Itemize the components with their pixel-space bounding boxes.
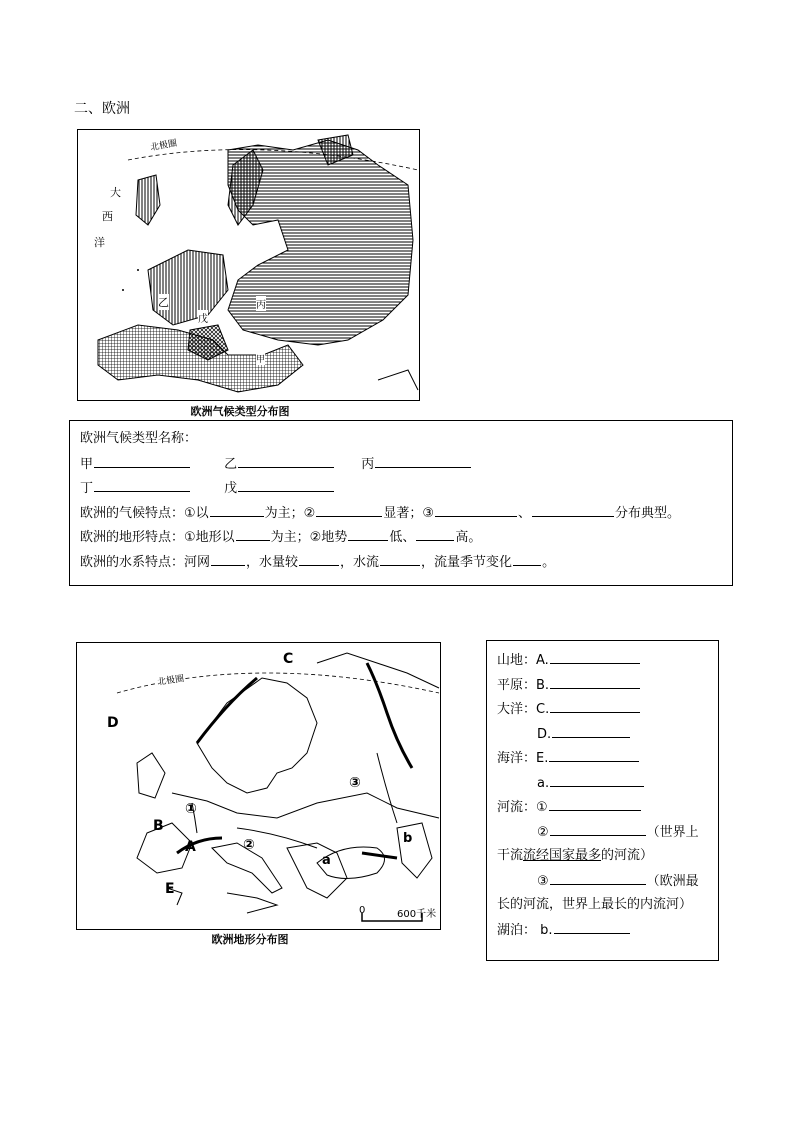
ocean-c-label: 大洋：C. — [497, 702, 550, 717]
terrain-label-C: C — [283, 651, 294, 667]
terrain-label-E: E — [165, 881, 175, 897]
blank-sea-a[interactable] — [550, 771, 644, 787]
scale-distance: 600千米 — [397, 909, 437, 920]
blank-water-2[interactable] — [299, 550, 339, 566]
blank-lake[interactable] — [554, 918, 630, 934]
climate-label-wu: 戊 — [198, 310, 208, 325]
blank-climate-1[interactable] — [210, 501, 264, 517]
river3-note-b: 长的河流，世界上最长的内流河） — [497, 897, 693, 912]
terrain-question-box — [486, 640, 719, 961]
terrain-label-b: b — [403, 831, 413, 846]
blank-terrain-3[interactable] — [416, 525, 454, 541]
blank-water-1[interactable] — [211, 550, 245, 566]
climate-label-bing: 丙 — [256, 296, 266, 311]
water-feat-prefix: 欧洲的水系特点：河网 — [80, 554, 211, 570]
label-yi: 乙 — [224, 456, 238, 472]
river2-label: ② — [537, 824, 549, 840]
river3-note-a: （欧洲最 — [646, 873, 699, 889]
climate-map-caption: 欧洲气候类型分布图 — [190, 405, 290, 418]
blank-mountains[interactable] — [550, 648, 640, 664]
blank-water-3[interactable] — [380, 550, 420, 566]
blank-wu[interactable] — [238, 476, 334, 492]
lake-label: 湖泊： b. — [497, 922, 553, 938]
climate-map-graphic — [78, 130, 419, 400]
terrain-map — [76, 642, 441, 930]
climate-ocean-label-2: 西 — [102, 210, 113, 223]
river2-note-b1: 干流 — [497, 848, 524, 863]
blank-sea-e[interactable] — [549, 746, 639, 762]
label-bing: 丙 — [361, 456, 375, 472]
mountains-label: 山地：A. — [497, 653, 549, 668]
blank-river2[interactable] — [550, 820, 646, 836]
blank-terrain-1[interactable] — [236, 525, 270, 541]
terrain-label-r1: ① — [185, 801, 197, 817]
terrain-label-r2: ② — [243, 837, 255, 853]
terrain-map-graphic — [77, 643, 440, 929]
blank-ding[interactable] — [94, 476, 190, 492]
river2-note-b2: 流经国家最多 — [523, 848, 602, 863]
blank-climate-3[interactable] — [435, 501, 517, 517]
climate-feat-prefix: 欧洲的气候特点：①以 — [80, 505, 209, 521]
water-feat-mid2: ，水流 — [340, 554, 380, 570]
water-feat-end: 。 — [542, 554, 556, 570]
climate-question-box — [69, 420, 733, 586]
label-wu: 戊 — [224, 481, 238, 496]
terrain-label-A: A — [185, 839, 196, 855]
river2-note-a: （世界上 — [646, 824, 699, 840]
blank-water-4[interactable] — [513, 550, 541, 566]
blank-river1[interactable] — [549, 795, 641, 811]
climate-map — [77, 129, 420, 401]
water-feat-mid1: ，水量较 — [246, 554, 299, 570]
sea-e-label: 海洋：E. — [497, 751, 549, 766]
blank-ocean-c[interactable] — [550, 697, 640, 713]
section-heading: 二、欧洲 — [74, 101, 130, 117]
terrain-label-B: B — [153, 818, 164, 834]
label-jia: 甲 — [80, 456, 94, 472]
climate-ocean-label-1: 大 — [110, 186, 121, 199]
climate-feat-end: 分布典型。 — [614, 505, 680, 521]
terrain-label-D: D — [107, 715, 119, 731]
blank-climate-4[interactable] — [532, 501, 614, 517]
river1-label: 河流：① — [497, 800, 548, 815]
climate-feat-sep: 、 — [517, 505, 531, 521]
climate-ocean-label-3: 洋 — [94, 236, 105, 249]
water-feat-mid3: ，流量季节变化 — [421, 554, 513, 570]
blank-climate-2[interactable] — [316, 501, 382, 517]
terrain-feat-end: 高。 — [455, 530, 482, 545]
climate-label-yi: 乙 — [158, 296, 169, 309]
scale-zero: 0 — [359, 905, 366, 916]
climate-feat-mid2: 显著；③ — [383, 505, 434, 521]
blank-river3[interactable] — [550, 869, 646, 885]
blank-terrain-2[interactable] — [348, 525, 388, 541]
terrain-feat-mid1: 为主；②地势 — [270, 530, 348, 545]
label-ding: 丁 — [80, 481, 94, 496]
terrain-map-caption: 欧洲地形分布图 — [211, 933, 289, 946]
climate-title: 欧洲气候类型名称： — [80, 431, 198, 446]
blank-jia[interactable] — [94, 452, 190, 468]
blank-bing[interactable] — [375, 452, 471, 468]
climate-arctic-label: 北极圈 — [149, 136, 178, 153]
river3-label: ③ — [537, 873, 549, 889]
river2-note-b3: 的河流） — [601, 848, 654, 863]
plains-label: 平原：B. — [497, 677, 550, 693]
climate-label-jia: 甲 — [256, 352, 265, 365]
ocean-d-label: D. — [537, 726, 552, 742]
terrain-arctic-label: 北极圈 — [156, 671, 185, 688]
sea-a-label: a. — [537, 775, 550, 791]
terrain-feat-prefix: 欧洲的地形特点：①地形以 — [80, 530, 235, 545]
climate-feat-mid1: 为主；② — [264, 505, 316, 521]
blank-yi[interactable] — [238, 452, 334, 468]
terrain-feat-mid2: 低、 — [389, 530, 416, 545]
terrain-label-r3: ③ — [349, 775, 361, 791]
blank-ocean-d[interactable] — [552, 722, 630, 738]
blank-plains[interactable] — [550, 673, 640, 689]
terrain-label-a: a — [322, 853, 331, 868]
